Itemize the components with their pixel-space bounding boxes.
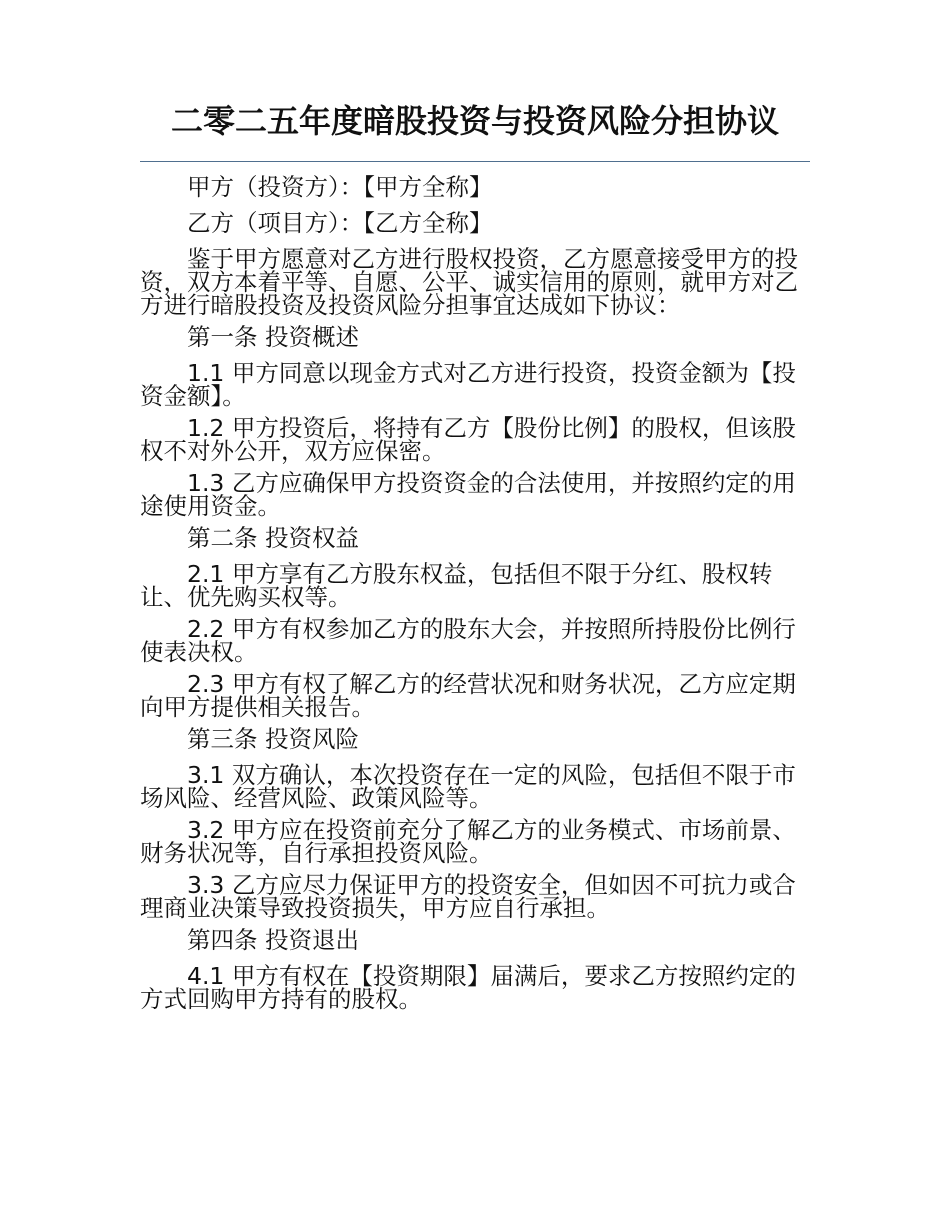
clause-1-3: 1.3 乙方应确保甲方投资资金的合法使用，并按照约定的用途使用资金。	[140, 469, 796, 520]
clause-1-1: 1.1 甲方同意以现金方式对乙方进行投资，投资金额为【投资金额】。	[140, 359, 796, 410]
article-4-heading: 第四条 投资退出	[187, 926, 359, 954]
clause-1-2: 1.2 甲方投资后，将持有乙方【股份比例】的股权，但该股权不对外公开，双方应保密。	[140, 414, 796, 465]
clause-3-1: 3.1 双方确认，本次投资存在一定的风险，包括但不限于市场风险、经营风险、政策风险等。	[140, 761, 796, 812]
article-2-heading: 第二条 投资权益	[187, 524, 359, 552]
article-1-heading: 第一条 投资概述	[187, 323, 359, 351]
clause-3-2: 3.2 甲方应在投资前充分了解乙方的业务模式、市场前景、财务状况等，自行承担投资风险。	[140, 816, 796, 867]
preamble-paragraph: 鉴于甲方愿意对乙方进行股权投资，乙方愿意接受甲方的投资，双方本着平等、自愿、公平、诚实信用的原则，就甲方对乙方进行暗股投资及投资风险分担事宜达成如下协议：	[140, 245, 798, 319]
clause-2-2: 2.2 甲方有权参加乙方的股东大会，并按照所持股份比例行使表决权。	[140, 615, 796, 666]
party-a-line: 甲方（投资方）：【甲方全称】	[187, 173, 493, 201]
document-title: 二零二五年度暗股投资与投资风险分担协议	[170, 102, 779, 140]
party-b-line: 乙方（项目方）：【乙方全称】	[187, 209, 493, 237]
document-body	[140, 173, 805, 1020]
clause-4-1: 4.1 甲方有权在【投资期限】届满后，要求乙方按照约定的方式回购甲方持有的股权。	[140, 962, 796, 1013]
title-divider	[140, 161, 810, 162]
article-3-heading: 第三条 投资风险	[187, 725, 359, 753]
clause-2-1: 2.1 甲方享有乙方股东权益，包括但不限于分红、股权转让、优先购买权等。	[140, 560, 773, 611]
clause-2-3: 2.3 甲方有权了解乙方的经营状况和财务状况，乙方应定期向甲方提供相关报告。	[140, 670, 796, 721]
clause-3-3: 3.3 乙方应尽力保证甲方的投资安全，但如因不可抗力或合理商业决策导致投资损失，甲方应自行承担。	[140, 871, 796, 922]
